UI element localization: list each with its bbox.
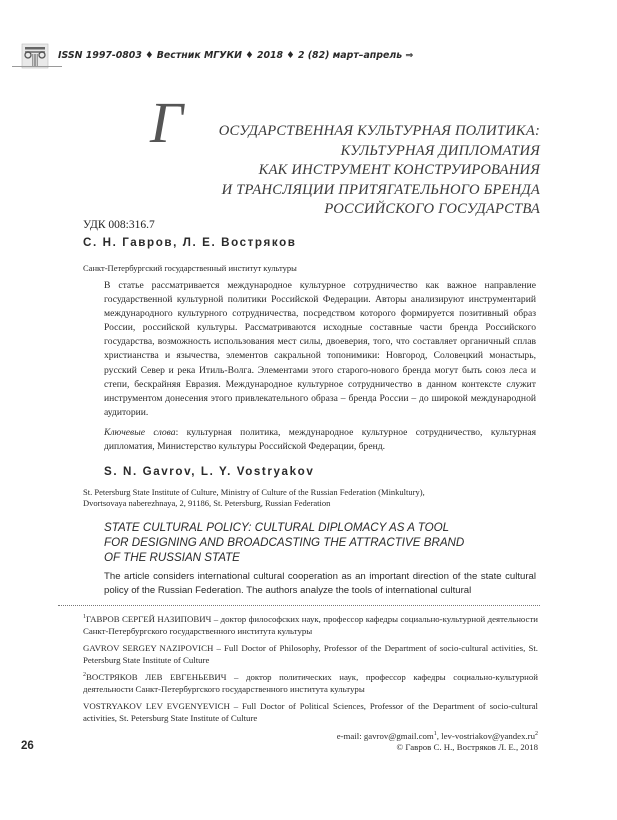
journal-name: Вестник МГУКИ	[156, 50, 242, 61]
bullet-icon: ♦	[286, 50, 295, 61]
abstract-ru: В статье рассматривается международное культурное сотрудничество как важное направление государственной культурной политики Российской Федерации. Авторы анализируют инструментарий международного культурного сотрудничества, посредством которого формируется позитивный образ России, российской культуры. Рассматриваются исходные составные части бренда Российского государства, возможность использования мест силы, двоеверия, того, что составляет органичный сплав христианства и язычества, элементов сакральной топонимики: Новгород, Соловецкий монастырь, русский Север и река Итиль-Волга. Элементами этого старого-нового бренда могут быть союз леса и степи, бескрайняя Евразия. Международное культурное сотрудничество в данном контексте служит инструментом донесения этого привлекательного образа – бренда России – до широкой международной аудитории.	[104, 280, 536, 418]
email-second: , lev-vostriakov@yandex.ru	[436, 731, 535, 741]
bullet-icon: ♦	[145, 50, 154, 61]
abstract-en: The article considers international cultural cooperation as an important direction of the state cultural policy of the Russian Federation. The authors analyze the tools of international cultural	[104, 571, 536, 596]
title-en-line: FOR DESIGNING AND BROADCASTING THE ATTRACTIVE BRAND	[104, 536, 465, 550]
footnote	[83, 701, 538, 724]
udc-code: УДК 008:316.7	[83, 219, 155, 231]
copyright: © Гавров С. Н., Востряков Л. Е., 2018	[396, 742, 538, 752]
footnote-text: ГАВРОВ СЕРГЕЙ НАЗИПОВИЧ – доктор философских наук, профессор кафедры социально-культурной деятельности Санкт-Петербургского государственного института культуры	[83, 614, 538, 636]
authors-ru: С. Н. Гавров, Л. Е. Востряков	[83, 236, 297, 249]
affiliation-en-line: Dvortsovaya naberezhnaya, 2, 91186, St. Petersburg, Russian Federation	[83, 498, 331, 509]
authors-en: S. N. Gavrov, L. Y. Vostryakov	[104, 465, 315, 478]
affiliation-en	[83, 487, 533, 510]
article-title	[150, 90, 540, 220]
page-number: 26	[21, 740, 34, 752]
footnote	[83, 614, 538, 637]
title-line: КАК ИНСТРУМЕНТ КОНСТРУИРОВАНИЯ	[258, 162, 540, 178]
title-line: ОСУДАРСТВЕННАЯ КУЛЬТУРНАЯ ПОЛИТИКА:	[218, 123, 540, 139]
footnote-separator	[58, 605, 540, 606]
issue: 2 (82) март–апрель	[297, 50, 403, 61]
title-en	[104, 520, 544, 566]
issn: ISSN 1997-0803	[58, 50, 142, 61]
footnote-marker: 1	[83, 614, 86, 621]
contact-emails	[337, 731, 538, 743]
title-en-line: STATE CULTURAL POLICY: CULTURAL DIPLOMACY AS A TOOL	[104, 521, 450, 534]
footnote-text: ВОСТРЯКОВ ЛЕВ ЕВГЕНЬЕВИЧ – доктор политических наук, профессор кафедры социально-культурной деятельности Санкт-Петербургского государственного института культуры	[83, 672, 538, 694]
title-line: РОССИЙСКОГО ГОСУДАРСТВА	[324, 201, 540, 217]
footnote-text: VOSTRYAKOV LEV EVGENYEVICH – Full Doctor of Political Sciences, Professor of the Department of socio-cultural activities, St. Petersburg State Institute of Culture	[83, 701, 538, 723]
title-en-line: OF THE RUSSIAN STATE	[104, 551, 240, 565]
header-rule	[12, 66, 62, 67]
keywords-label: Ключевые слова	[104, 427, 176, 438]
footnote-text: GAVROV SERGEY NAZIPOVICH – Full Doctor of Philosophy, Professor of the Department of socio-cultural activities, St. Petersburg State Institute of Culture	[83, 643, 538, 665]
arrow-right-icon: ⇒	[405, 50, 414, 61]
footnote	[83, 643, 538, 666]
keywords-text: : культурная политика, международное культурное сотрудничество, культурная дипломатия, Министерство культуры Российской Федерации, бренд.	[104, 427, 536, 453]
email-marker: 2	[535, 731, 538, 738]
email-prefix: e-mail: gavrov@gmail.com	[336, 731, 434, 741]
year: 2018	[256, 50, 284, 61]
bullet-icon: ♦	[245, 50, 254, 61]
title-line: КУЛЬТУРНАЯ ДИПЛОМАТИЯ	[340, 142, 540, 159]
title-drop-cap: Г	[150, 90, 183, 155]
running-header	[58, 50, 413, 61]
footnote-marker: 2	[83, 672, 86, 679]
footnote	[83, 672, 538, 695]
affiliation-en-line: St. Petersburg State Institute of Culture, Ministry of Culture of the Russian Federation (Minkultury),	[83, 487, 425, 497]
title-line: И ТРАНСЛЯЦИИ ПРИТЯГАТЕЛЬНОГО БРЕНДА	[221, 181, 540, 198]
email-marker: 1	[433, 731, 437, 738]
keywords-ru	[104, 426, 536, 455]
affiliation-ru: Санкт-Петербургский государственный институт культуры	[83, 263, 297, 273]
